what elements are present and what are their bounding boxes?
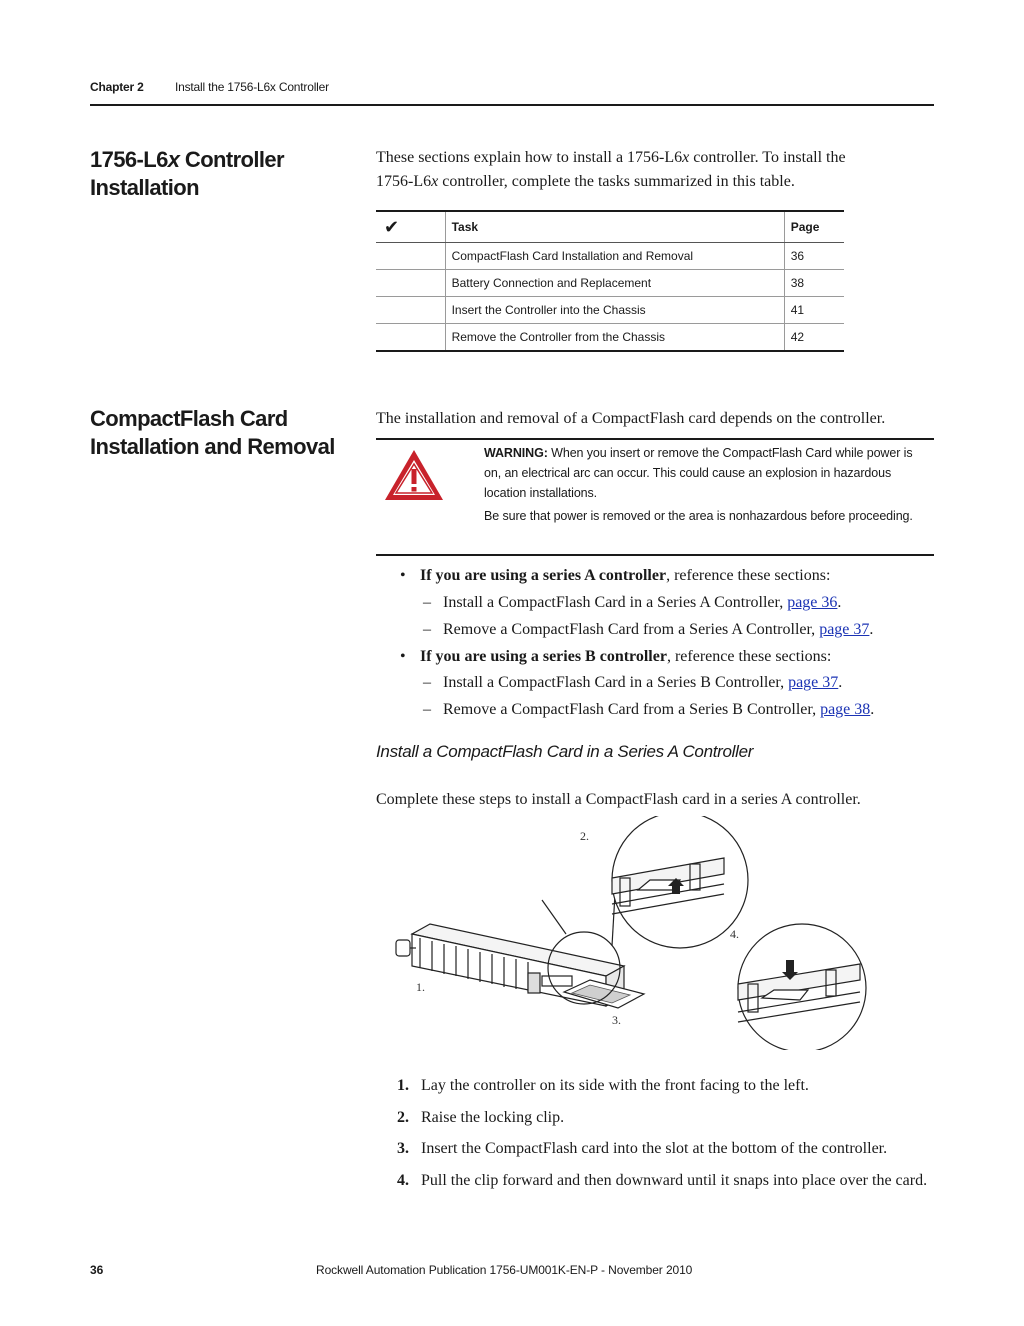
- page-cell: 42: [784, 324, 844, 352]
- section-heading-compactflash: CompactFlash Card Installation and Removal: [90, 406, 335, 459]
- list-item: – Remove a CompactFlash Card from a Series A Controller, page 37.: [423, 621, 874, 638]
- page-cell: 38: [784, 270, 844, 297]
- check-cell: [376, 324, 445, 352]
- task-table-header-row: [376, 211, 844, 243]
- task-column-header: Task: [445, 211, 784, 243]
- list-item: 4. Pull the clip forward and then downward until it snaps into place over the card.: [397, 1172, 928, 1189]
- page-column-header: Page: [784, 211, 844, 243]
- page-link[interactable]: page 36: [787, 594, 838, 611]
- list-item: – Install a CompactFlash Card in a Series A Controller, page 36.: [423, 594, 842, 611]
- list-item: • If you are using a series A controller, reference these sections:: [400, 567, 831, 584]
- table-row: [376, 270, 844, 297]
- warning-text: WARNING: When you insert or remove the CompactFlash Card while power is on, an electrical arc can occur. This could cause an explosion in hazardous location installations. Be sure that power is removed or the area is nonhazardous before proceeding.: [484, 446, 913, 523]
- task-table: [376, 210, 844, 352]
- task-cell: Insert the Controller into the Chassis: [445, 297, 784, 324]
- running-header-title: Install the 1756-L6x Controller: [175, 80, 329, 94]
- subsection-heading: Install a CompactFlash Card in a Series A Controller: [376, 742, 754, 761]
- list-item: – Install a CompactFlash Card in a Series B Controller, page 37.: [423, 674, 843, 691]
- list-item: 1. Lay the controller on its side with the front facing to the left.: [397, 1077, 809, 1094]
- task-cell: CompactFlash Card Installation and Removal: [445, 243, 784, 270]
- compactflash-install-diagram: [376, 816, 936, 1050]
- compactflash-intro-paragraph: The installation and removal of a CompactFlash card depends on the controller.: [376, 410, 886, 427]
- check-column-header: ✔: [376, 211, 445, 243]
- check-cell: [376, 297, 445, 324]
- header-rule: [90, 104, 934, 106]
- list-item: – Remove a CompactFlash Card from a Series B Controller, page 38.: [423, 701, 875, 718]
- publication-footer: Rockwell Automation Publication 1756-UM001K-EN-P - November 2010: [316, 1263, 693, 1277]
- list-item: 3. Insert the CompactFlash card into the slot at the bottom of the controller.: [397, 1140, 888, 1157]
- section-intro-paragraph: These sections explain how to install a 1756-L6x controller. To install the 1756-L6x controller, complete the tasks summarized in this table.: [376, 149, 846, 190]
- diagram-callout-3: 3.: [612, 1013, 621, 1027]
- warning-top-rule: [376, 438, 934, 440]
- warning-triangle-icon: [382, 447, 446, 508]
- task-cell: Battery Connection and Replacement: [445, 270, 784, 297]
- warning-label: WARNING:: [484, 446, 548, 460]
- diagram-callout-2: 2.: [580, 829, 589, 843]
- warning-bottom-rule: [376, 554, 934, 556]
- list-item: • If you are using a series B controller, reference these sections:: [400, 648, 832, 665]
- table-row: [376, 324, 844, 352]
- page-cell: 41: [784, 297, 844, 324]
- list-item: 2. Raise the locking clip.: [397, 1109, 565, 1126]
- page-link[interactable]: page 37: [788, 674, 839, 691]
- chapter-label: Chapter 2: [90, 80, 144, 94]
- task-cell: Remove the Controller from the Chassis: [445, 324, 784, 352]
- check-cell: [376, 270, 445, 297]
- diagram-callout-4: 4.: [730, 927, 739, 941]
- steps-intro-paragraph: Complete these steps to install a CompactFlash card in a series A controller.: [376, 791, 861, 808]
- section-heading-controller-installation: 1756-L6x Controller Installation: [90, 147, 285, 200]
- page-link[interactable]: page 38: [820, 701, 871, 718]
- diagram-callout-1: 1.: [416, 980, 425, 994]
- page-cell: 36: [784, 243, 844, 270]
- table-row: [376, 243, 844, 270]
- table-row: [376, 297, 844, 324]
- check-cell: [376, 243, 445, 270]
- page-number: 36: [90, 1263, 104, 1277]
- page-link[interactable]: page 37: [819, 621, 870, 638]
